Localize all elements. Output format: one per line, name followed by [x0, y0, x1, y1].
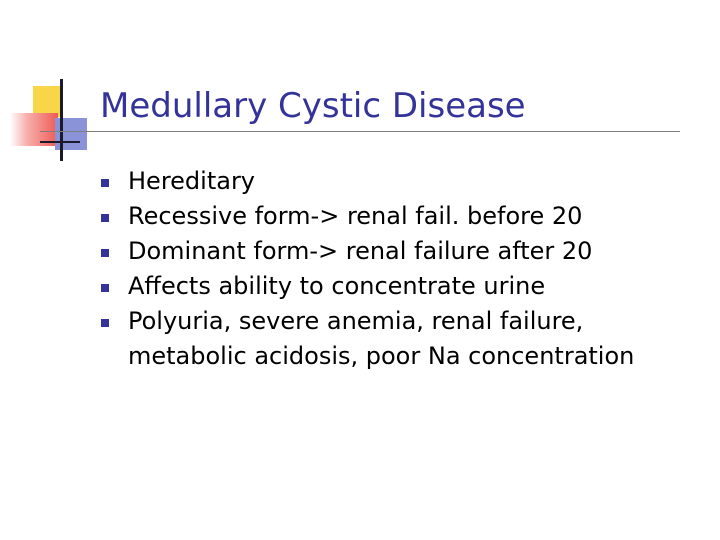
logo-horizontal-line	[40, 141, 80, 143]
square-bullet-icon	[101, 179, 109, 187]
bullet-text: Recessive form-> renal fail. before 20	[128, 202, 583, 230]
bullet-text: Polyuria, severe anemia, renal failure, metabolic acidosis, poor Na concentration	[128, 307, 635, 370]
bullet-item	[94, 304, 684, 374]
square-bullet-icon	[101, 249, 109, 257]
decorative-logo	[0, 0, 110, 170]
square-bullet-icon	[101, 214, 109, 222]
slide-title: Medullary Cystic Disease	[100, 86, 526, 126]
bullet-item	[94, 269, 684, 304]
square-bullet-icon	[101, 319, 109, 327]
bullet-text: Hereditary	[128, 167, 256, 195]
bullet-list	[94, 164, 684, 374]
logo-vertical-line	[60, 79, 63, 161]
bullet-item	[94, 234, 684, 269]
bullet-item	[94, 164, 684, 199]
bullet-text: Affects ability to concentrate urine	[128, 272, 546, 300]
square-bullet-icon	[101, 284, 109, 292]
bullet-item	[94, 199, 684, 234]
bullet-text: Dominant form-> renal failure after 20	[128, 237, 593, 265]
title-underline	[40, 131, 680, 132]
